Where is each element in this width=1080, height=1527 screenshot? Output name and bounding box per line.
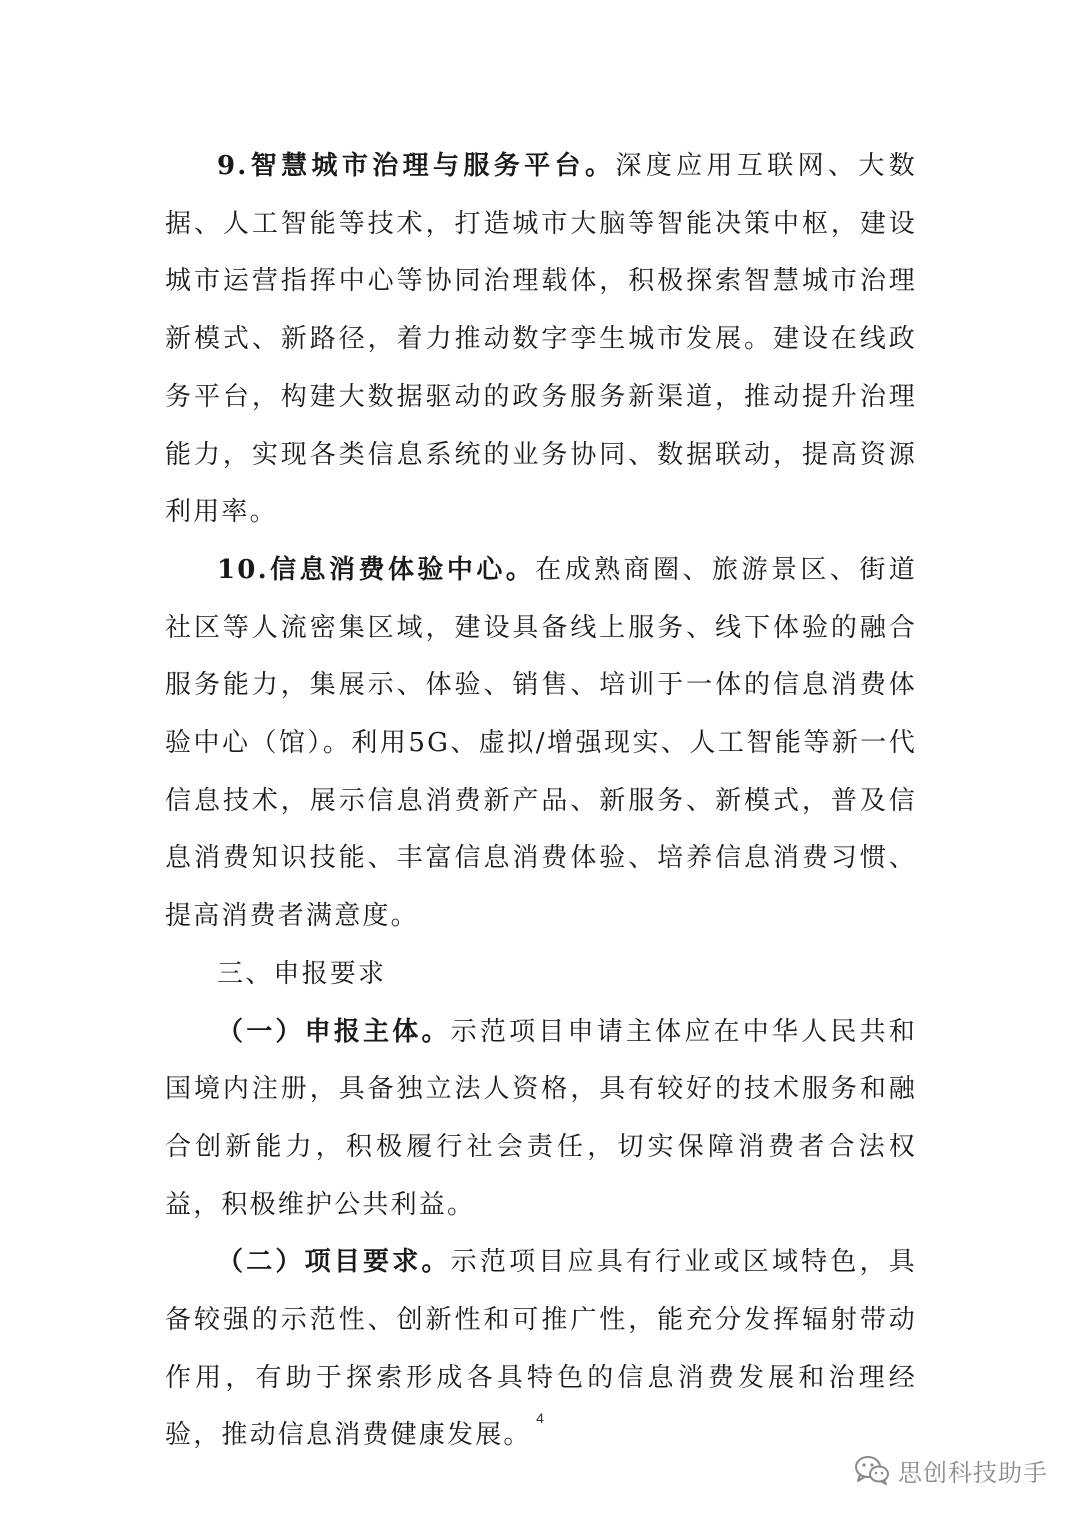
page-number: 4: [536, 1410, 544, 1426]
watermark: [854, 1450, 1048, 1490]
paragraph-body: 深度应用互联网、大数据、人工智能等技术，打造城市大脑等智能决策中枢，建设城市运营指挥中心等协同治理载体，积极探索智慧城市治理新模式、新路径，着力推动数字孪生城市发展。建设在线政务平台，构建大数据驱动的政务服务新渠道，推动提升治理能力，实现各类信息系统的业务协同、数据联动，提高资源利用率。: [165, 151, 917, 528]
paragraph-experience-center: [165, 542, 917, 946]
paragraph-lead: 9.智慧城市治理与服务平台。: [217, 151, 616, 181]
paragraph-lead: 10.信息消费体验中心。: [217, 554, 536, 585]
paragraph-smart-city: [165, 138, 917, 542]
paragraph-body: 示范项目申请主体应在中华人民共和国境内注册，具备独立法人资格，具有较好的技术服务和融合创新能力，积极履行社会责任，切实保障消费者合法权益，积极维护公共利益。: [165, 1016, 917, 1220]
paragraph-project-requirements: [165, 1234, 917, 1465]
paragraph-applicant: [165, 1004, 917, 1235]
section-heading: 三、申报要求: [217, 958, 387, 989]
watermark-text: 思创科技助手: [898, 1458, 1048, 1487]
paragraph-lead: （一）申报主体。: [217, 1016, 451, 1047]
wechat-icon: [854, 1455, 890, 1485]
paragraph-body: 在成熟商圈、旅游景区、街道社区等人流密集区域，建设具备线上服务、线下体验的融合服务能力，集展示、体验、销售、培训于一体的信息消费体验中心（馆）。利用5G、虚拟/增强现实、人工智能等新一代信息技术，展示信息消费新产品、新服务、新模式，普及信息消费知识技能、丰富信息消费体验、培养信息消费习惯、提高消费者满意度。: [165, 554, 917, 932]
paragraph-body: 示范项目应具有行业或区域特色，具备较强的示范性、创新性和可推广性，能充分发挥辐射带动作用，有助于探索形成各具特色的信息消费发展和治理经验，推动信息消费健康发展。: [165, 1247, 917, 1451]
paragraph-lead: （二）项目要求。: [217, 1247, 451, 1278]
document-page: [165, 138, 917, 1465]
